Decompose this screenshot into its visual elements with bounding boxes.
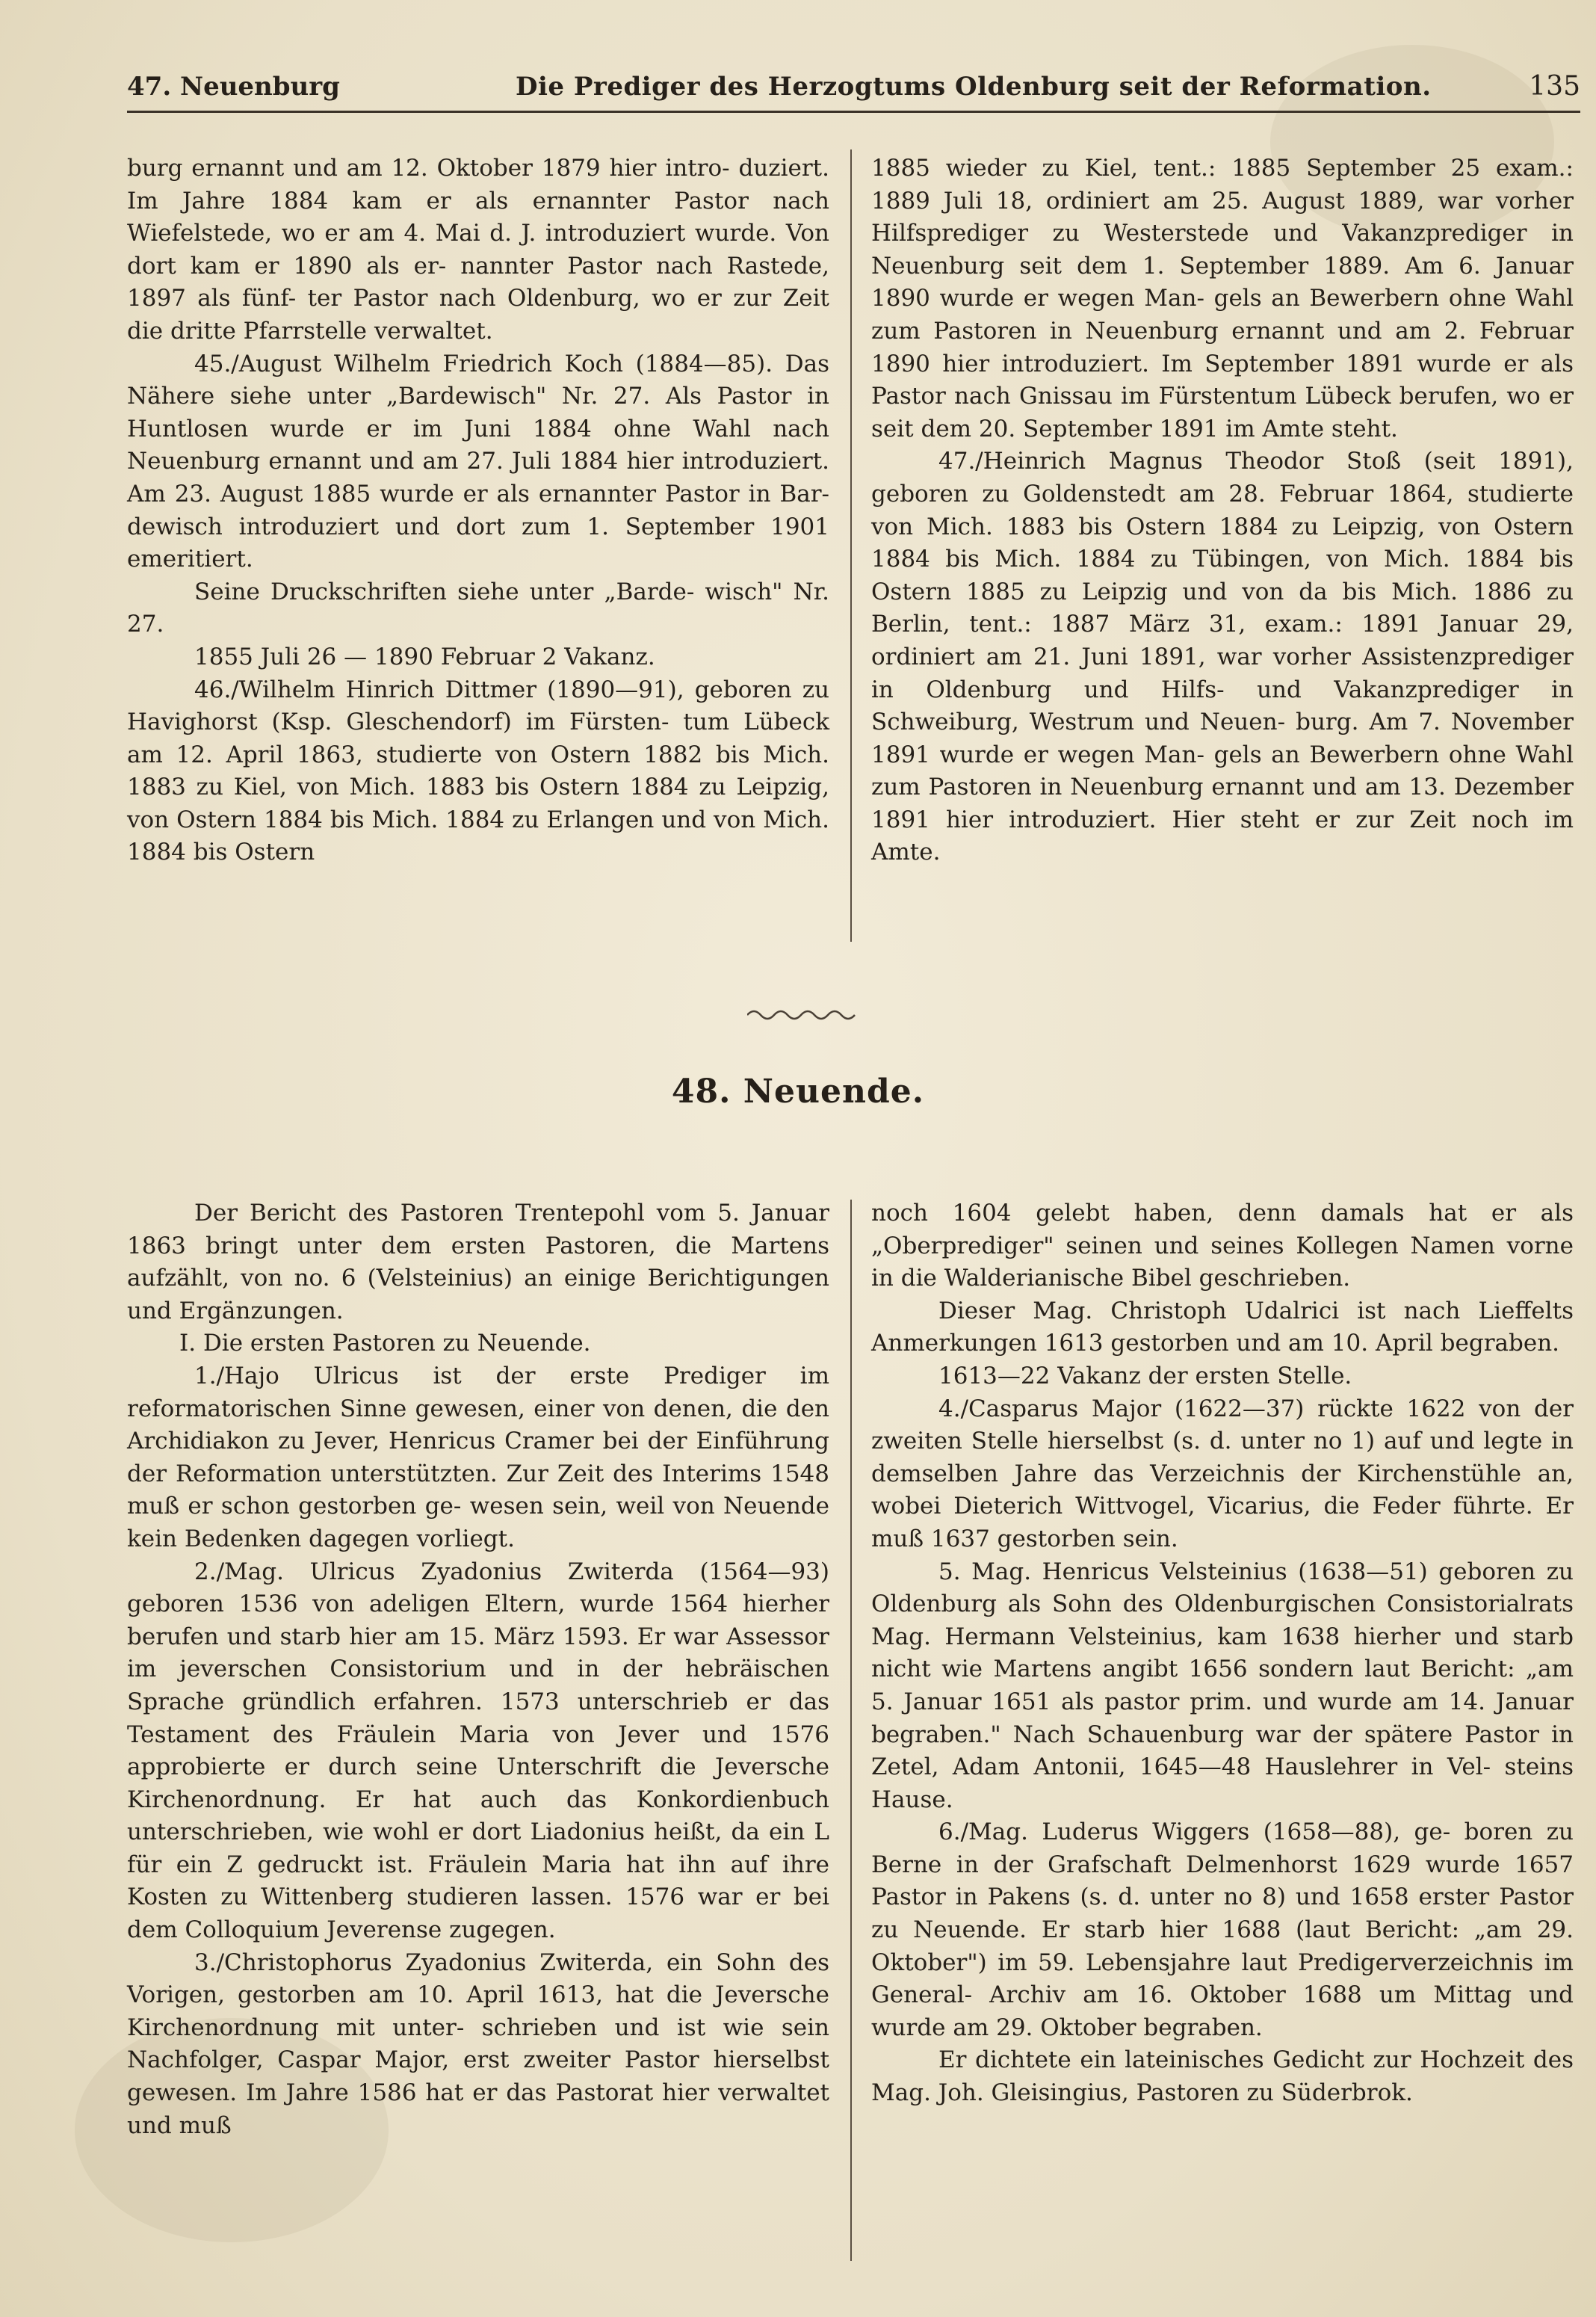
paragraph: 45./August Wilhelm Friedrich Koch (1884—85). Das Nähere siehe unter „Bardewisch" Nr. 27. Als Pastor in Huntlosen wurde er im Juni 1884 ohne Wahl nach Neuenburg ernannt und am 27. Juli 1884 hier introduziert. Am 23. August 1885 wurde er als ernannter Pastor in Bar- dewisch introduziert und dort zum 1. September 1901 emeritiert.	[127, 350, 829, 573]
column-divider	[850, 149, 852, 942]
page-number: 135	[1529, 71, 1580, 102]
paragraph: 6./Mag. Luderus Wiggers (1658—88), ge- boren zu Berne in der Grafschaft Delmenhorst 1629 wurde 1657 Pastor in Pakens (s. d. unter no 8) und 1658 erster Pastor zu Neuende. Er starb hier 1688 (laut Bericht: „am 29. Oktober") im 59. Lebensjahre laut Predigerverzeichnis im General- Archiv am 16. Oktober 1688 um Mittag und wurde am 29. Oktober begraben.	[871, 1818, 1574, 2041]
section-heading: 48. Neuende.	[671, 1073, 925, 1111]
paragraph: 46./Wilhelm Hinrich Dittmer (1890—91), geboren zu Havighorst (Ksp. Gleschendorf) im Fürsten- tum Lübeck am 12. April 1863, studierte von Ostern 1882 bis Mich. 1883 zu Kiel, von Mich. 1883 bis Ostern 1884 zu Leipzig, von Ostern 1884 bis Mich. 1884 zu Erlangen und von Mich. 1884 bis Ostern	[127, 676, 829, 866]
paragraph: burg ernannt und am 12. Oktober 1879 hier intro- duziert. Im Jahre 1884 kam er als ernannter Pastor nach Wiefelstede, wo er am 4. Mai d. J. introduziert wurde. Von dort kam er 1890 als er- nannter Pastor nach Rastede, 1897 als fünf- ter Pastor nach Oldenburg, wo er zur Zeit die dritte Pfarrstelle verwaltet.	[127, 155, 829, 345]
paragraph: Dieser Mag. Christoph Udalrici ist nach Lieffelts Anmerkungen 1613 gestorben und am 10. April begraben.	[871, 1297, 1574, 1357]
header-section-title: 47. Neuenburg	[127, 72, 340, 102]
paragraph: 3./Christophorus Zyadonius Zwiterda, ein Sohn des Vorigen, gestorben am 10. April 1613, hat die Jeversche Kirchenordnung mit unter- schrieben und ist wie sein Nachfolger, Caspar Major, erst zweiter Pastor hierselbst gewesen. Im Jahre 1586 hat er das Pastorat hier verwaltet und muß	[127, 1949, 829, 2139]
bottom-left-column	[127, 1197, 829, 2142]
running-header	[127, 64, 1580, 109]
paragraph: 1885 wieder zu Kiel, tent.: 1885 September 25 exam.: 1889 Juli 18, ordiniert am 25. August 1889, war vorher Hilfsprediger zu Westerstede und Vakanzprediger in Neuenburg seit dem 1. September 1889. Am 6. Januar 1890 wurde er wegen Man- gels an Bewerbern ohne Wahl zum Pastoren in Neuenburg ernannt und am 2. Februar 1890 hier introduziert. Im September 1891 wurde er als Pastor nach Gnissau im Fürstentum Lübeck berufen, wo er seit dem 20. September 1891 im Amte steht.	[871, 155, 1574, 442]
paragraph: 5. Mag. Henricus Velsteinius (1638—51) geboren zu Oldenburg als Sohn des Oldenburgischen Consistorialrats Mag. Hermann Velsteinius, kam 1638 hierher und starb nicht wie Martens angibt 1656 sondern laut Bericht: „am 5. Januar 1651 als pastor prim. und wurde am 14. Januar begraben." Nach Schauenburg war der spätere Pastor in Zetel, Adam Antonii, 1645—48 Hauslehrer in Vel- steins Hause.	[871, 1558, 1574, 1813]
top-right-column	[871, 152, 1574, 869]
paragraph: 1613—22 Vakanz der ersten Stelle.	[938, 1362, 1352, 1389]
paragraph: 2./Mag. Ulricus Zyadonius Zwiterda (1564—93) geboren 1536 von adeligen Eltern, wurde 1564 hierher berufen und starb hier am 15. März 1593. Er war Assessor im jeverschen Consistorium und in der hebräischen Sprache gründlich erfahren. 1573 unterschrieb er das Testament des Fräulein Maria von Jever und 1576 approbierte er durch seine Unterschrift die Jeversche Kirchenordnung. Er hat auch das Konkordienbuch unterschrieben, wie wohl er dort Liadonius heißt, da ein L für ein Z gedruckt ist. Fräulein Maria hat ihn auf ihre Kosten zu Wittenberg studieren lassen. 1576 war er bei dem Colloquium Jeverense zugegen.	[127, 1558, 829, 1944]
header-rule	[127, 111, 1580, 113]
bottom-right-column	[871, 1197, 1574, 2110]
subheading: I. Die ersten Pastoren zu Neuende.	[179, 1330, 591, 1357]
section-ornament	[747, 1008, 859, 1022]
paragraph: 4./Casparus Major (1622—37) rückte 1622 von der zweiten Stelle hierselbst (s. d. unter no 1) auf und legte in demselben Jahre das Verzeichnis der Kirchenstühle an, wobei Dieterich Wittvogel, Vicarius, die Feder führte. Er muß 1637 gestorben sein.	[871, 1395, 1574, 1552]
paragraph: Seine Druckschriften siehe unter „Barde- wisch" Nr. 27.	[127, 578, 829, 638]
paragraph: 1855 Juli 26 — 1890 Februar 2 Vakanz.	[194, 643, 655, 670]
column-divider	[850, 1200, 852, 2261]
header-book-title: Die Prediger des Herzogtums Oldenburg seit der Reformation.	[516, 72, 1432, 102]
top-left-column	[127, 152, 829, 869]
paragraph: Der Bericht des Pastoren Trentepohl vom 5. Januar 1863 bringt unter dem ersten Pastoren, die Martens aufzählt, von no. 6 (Velsteinius) an einige Berichtigungen und Ergänzungen.	[127, 1200, 829, 1324]
paragraph: Er dichtete ein lateinisches Gedicht zur Hochzeit des Mag. Joh. Gleisingius, Pastoren zu Süderbrok.	[871, 2046, 1574, 2107]
paragraph: 1./Hajo Ulricus ist der erste Prediger im reformatorischen Sinne gewesen, einer von denen, die den Archidiakon zu Jever, Henricus Cramer bei der Einführung der Reformation unterstützten. Zur Zeit des Interims 1548 muß er schon gestorben ge- wesen sein, weil von Neuende kein Bedenken dagegen vorliegt.	[127, 1362, 829, 1552]
paragraph: noch 1604 gelebt haben, denn damals hat er als „Oberprediger" seinen und seines Kollegen Namen vorne in die Walderianische Bibel geschrieben.	[871, 1200, 1574, 1292]
paragraph: 47./Heinrich Magnus Theodor Stoß (seit 1891), geboren zu Goldenstedt am 28. Februar 1864, studierte von Mich. 1883 bis Ostern 1884 zu Leipzig, von Ostern 1884 bis Mich. 1884 zu Tübingen, von Mich. 1884 bis Ostern 1885 zu Leipzig und von da bis Mich. 1886 zu Berlin, tent.: 1887 März 31, exam.: 1891 Januar 29, ordiniert am 21. Juni 1891, war vorher Assistenzprediger in Oldenburg und Hilfs- und Vakanzprediger in Schweiburg, Westrum und Neuen- burg. Am 7. November 1891 wurde er wegen Man- gels an Bewerbern ohne Wahl zum Pastoren in Neuenburg ernannt und am 13. Dezember 1891 hier introduziert. Hier steht er zur Zeit noch im Amte.	[871, 448, 1574, 866]
